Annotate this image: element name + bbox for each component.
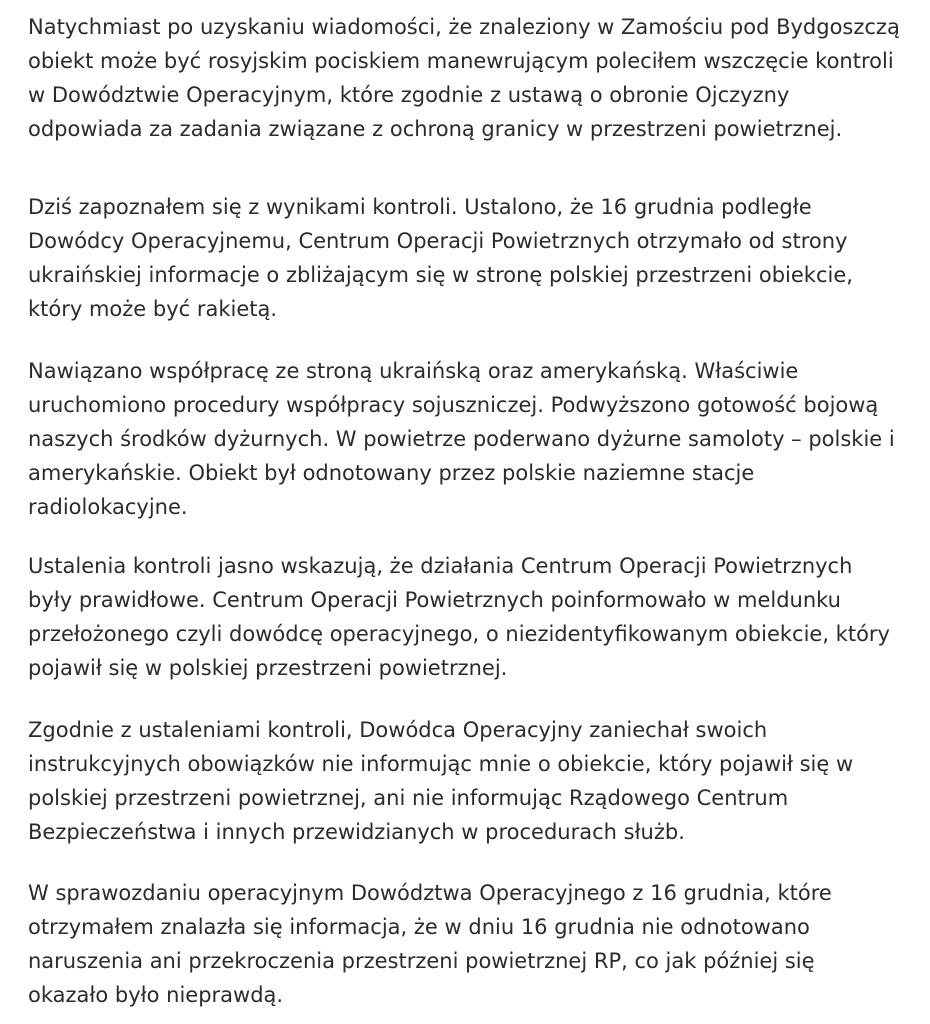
paragraph-1 <box>28 10 900 146</box>
text-line: Zgodnie z ustaleniami kontroli, Dowódca Operacyjny zaniechał swoich <box>28 718 768 742</box>
text-line: W sprawozdaniu operacyjnym Dowództwa Operacyjnego z 16 grudnia, które <box>28 881 832 905</box>
paragraph-4 <box>28 549 890 685</box>
text-line: w Dowództwie Operacyjnym, które zgodnie z ustawą o obronie Ojczyzny <box>28 83 790 107</box>
text-line: okazało było nieprawdą. <box>28 983 284 1007</box>
text-line: były prawidłowe. Centrum Operacji Powietrznych poinformowało w meldunku <box>28 588 841 612</box>
paragraph-6 <box>28 876 832 1012</box>
text-line: naszych środków dyżurnych. W powietrze poderwano dyżurne samoloty – polskie i <box>28 427 895 451</box>
paragraph-5 <box>28 713 853 849</box>
text-line: przełożonego czyli dowódcę operacyjnego, o niezidentyfikowanym obiekcie, który <box>28 622 890 646</box>
text-line: Natychmiast po uzyskaniu wiadomości, że znaleziony w Zamościu pod Bydgoszczą <box>28 15 900 39</box>
text-line: Nawiązano współpracę ze stroną ukraińską oraz amerykańską. Właściwie <box>28 359 799 383</box>
text-line: radiolokacyjne. <box>28 495 188 519</box>
text-line: Bezpieczeństwa i innych przewidzianych w procedurach służb. <box>28 820 685 844</box>
paragraph-3 <box>28 354 895 524</box>
text-line: Ustalenia kontroli jasno wskazują, że działania Centrum Operacji Powietrznych <box>28 554 853 578</box>
text-line: polskiej przestrzeni powietrznej, ani nie informując Rządowego Centrum <box>28 786 789 810</box>
text-line: odpowiada za zadania związane z ochroną granicy w przestrzeni powietrznej. <box>28 117 843 141</box>
text-line: pojawił się w polskiej przestrzeni powietrznej. <box>28 656 508 680</box>
text-line: ukraińskiej informacje o zbliżającym się w stronę polskiej przestrzeni obiekcie, <box>28 263 853 287</box>
paragraph-2 <box>28 190 853 326</box>
text-line: amerykańskie. Obiekt był odnotowany przez polskie naziemne stacje <box>28 461 755 485</box>
text-line: Dowódcy Operacyjnemu, Centrum Operacji Powietrznych otrzymało od strony <box>28 229 848 253</box>
text-line: który może być rakietą. <box>28 297 278 321</box>
text-line: naruszenia ani przekroczenia przestrzeni powietrznej RP, co jak później się <box>28 949 815 973</box>
text-line: uruchomiono procedury współpracy sojuszniczej. Podwyższono gotowość bojową <box>28 393 879 417</box>
text-line: Dziś zapoznałem się z wynikami kontroli. Ustalono, że 16 grudnia podległe <box>28 195 812 219</box>
text-line: instrukcyjnych obowiązków nie informując mnie o obiekcie, który pojawił się w <box>28 752 854 776</box>
text-line: obiekt może być rosyjskim pociskiem manewrującym poleciłem wszczęcie kontroli <box>28 49 894 73</box>
text-line: otrzymałem znalazła się informacja, że w dniu 16 grudnia nie odnotowano <box>28 915 810 939</box>
